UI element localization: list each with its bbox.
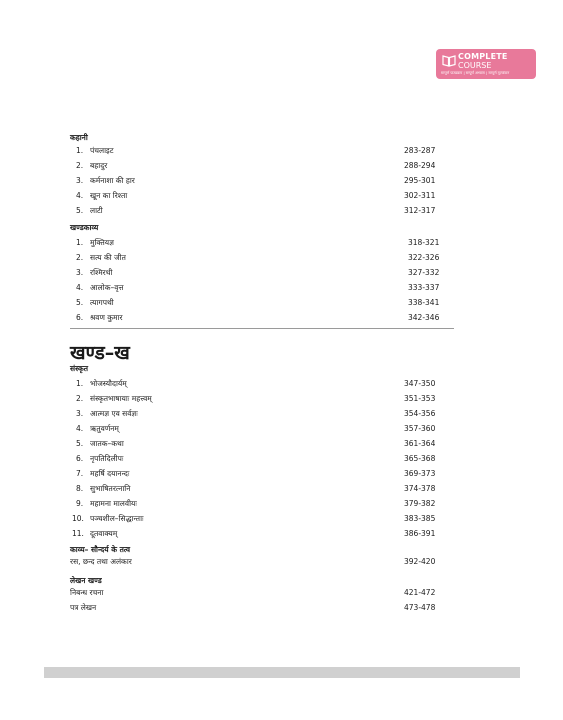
item-number: 1.: [76, 146, 84, 155]
item-title: संस्कृतभाषायाः महत्त्वम्: [90, 394, 152, 403]
item-pages: 295-301: [404, 176, 436, 185]
item-title: कर्मनाशा की हार: [90, 176, 135, 185]
logo-tagline: सम्पूर्ण पाठ्यक्रम | सम्पूर्ण अभ्यास | सम्पूर्ण मूल्यांकन: [441, 71, 510, 75]
toc-row[interactable]: [70, 555, 440, 569]
open-book-icon: [442, 54, 456, 67]
item-title: नृपतिदिलीपः: [90, 454, 124, 463]
item-title: लाटी: [90, 206, 103, 215]
item-number: 7.: [76, 469, 84, 478]
item-title: सुभाषितरत्नानि: [90, 484, 131, 493]
item-number: 2.: [76, 394, 84, 403]
toc-row[interactable]: [70, 482, 440, 496]
item-pages: 322-326: [408, 253, 440, 262]
item-number: 5.: [76, 298, 84, 307]
section-heading-kavya-saundarya: काव्य– सौन्दर्य के तत्व: [70, 545, 131, 554]
item-title: जातक–कथा: [90, 439, 124, 448]
item-pages: 302-311: [404, 191, 436, 200]
toc-row[interactable]: [70, 527, 440, 541]
toc-row[interactable]: [70, 437, 440, 451]
item-pages: 365-368: [404, 454, 436, 463]
item-pages: 354-356: [404, 409, 436, 418]
toc-row[interactable]: [70, 266, 440, 280]
item-pages: 347-350: [404, 379, 436, 388]
item-number: 3.: [76, 176, 84, 185]
item-title: महामना मालवीयः: [90, 499, 137, 508]
item-pages: 288-294: [404, 161, 436, 170]
item-title: भोजस्यौदार्यम्: [90, 379, 127, 388]
item-title: दूतवाक्यम्: [90, 529, 118, 538]
item-number: 10.: [72, 514, 84, 523]
item-number: 9.: [76, 499, 84, 508]
item-number: 8.: [76, 484, 84, 493]
item-title: पत्र लेखन: [70, 603, 97, 612]
item-number: 3.: [76, 409, 84, 418]
toc-row[interactable]: [70, 407, 440, 421]
item-title: पञ्चशील–सिद्धान्ताः: [90, 514, 144, 523]
item-number: 4.: [76, 191, 84, 200]
item-title: सत्य की जीत: [90, 253, 126, 262]
toc-row[interactable]: [70, 512, 440, 526]
item-number: 6.: [76, 313, 84, 322]
toc-row[interactable]: [70, 296, 440, 310]
item-number: 5.: [76, 206, 84, 215]
section-title-khand-kh: खण्ड–ख: [70, 342, 130, 364]
toc-row[interactable]: [70, 159, 440, 173]
item-pages: 386-391: [404, 529, 436, 538]
item-pages: 374-378: [404, 484, 436, 493]
item-title: आलोक–वृत्त: [90, 283, 124, 292]
footer-bar: [44, 667, 520, 678]
item-pages: 392-420: [404, 557, 436, 566]
toc-row[interactable]: [70, 377, 440, 391]
item-pages: 369-373: [404, 469, 436, 478]
item-title: त्यागपथी: [90, 298, 114, 307]
logo-line2: COURSE: [458, 61, 492, 70]
toc-row[interactable]: [70, 497, 440, 511]
toc-row[interactable]: [70, 174, 440, 188]
item-number: 6.: [76, 454, 84, 463]
item-title: आत्मज्ञ एव सर्वज्ञः: [90, 409, 138, 418]
toc-row[interactable]: [70, 586, 440, 600]
toc-row[interactable]: [70, 189, 440, 203]
item-pages: 473-478: [404, 603, 436, 612]
toc-row[interactable]: [70, 392, 440, 406]
item-pages: 342-346: [408, 313, 440, 322]
toc-row[interactable]: [70, 251, 440, 265]
item-pages: 361-364: [404, 439, 436, 448]
section-heading-lekhan: लेखन खण्ड: [70, 576, 102, 585]
logo-line1: COMPLETE: [458, 52, 508, 61]
section-heading-khandkavya: खण्डकाव्य: [70, 223, 99, 232]
item-number: 2.: [76, 161, 84, 170]
item-title: मुक्तियज्ञ: [90, 238, 114, 247]
item-pages: 333-337: [408, 283, 440, 292]
toc-row[interactable]: [70, 204, 440, 218]
item-title: रस, छन्द तथा अलंकार: [70, 557, 132, 566]
item-pages: 283-287: [404, 146, 436, 155]
item-number: 1.: [76, 379, 84, 388]
item-title: निबन्ध रचना: [70, 588, 104, 597]
item-title: रश्मिरथी: [90, 268, 113, 277]
item-title: श्रवण कुमार: [90, 313, 123, 322]
section-heading-sanskrit: संस्कृत: [70, 364, 89, 373]
toc-row[interactable]: [70, 467, 440, 481]
item-pages: 357-360: [404, 424, 436, 433]
item-pages: 421-472: [404, 588, 436, 597]
item-number: 4.: [76, 283, 84, 292]
toc-row[interactable]: [70, 452, 440, 466]
section-heading-kahani: कहानी: [70, 133, 88, 142]
item-title: महर्षि दयानन्दः: [90, 469, 130, 478]
item-number: 11.: [72, 529, 84, 538]
item-number: 3.: [76, 268, 84, 277]
section-divider: [70, 328, 454, 329]
item-pages: 312-317: [404, 206, 436, 215]
toc-row[interactable]: [70, 601, 440, 615]
item-title: ऋतुवर्णनम्: [90, 424, 119, 433]
item-pages: 383-385: [404, 514, 436, 523]
item-pages: 379-382: [404, 499, 436, 508]
item-pages: 338-341: [408, 298, 440, 307]
complete-course-logo: [436, 49, 536, 79]
toc-row[interactable]: [70, 236, 440, 250]
toc-row[interactable]: [70, 422, 440, 436]
item-number: 4.: [76, 424, 84, 433]
toc-row[interactable]: [70, 281, 440, 295]
item-title: खून का रिश्ता: [90, 191, 128, 200]
item-number: 5.: [76, 439, 84, 448]
item-title: पंचलाइट: [90, 146, 114, 155]
item-number: 2.: [76, 253, 84, 262]
item-title: बहादुर: [90, 161, 108, 170]
toc-row[interactable]: [70, 144, 440, 158]
item-pages: 327-332: [408, 268, 440, 277]
toc-row[interactable]: [70, 311, 440, 325]
item-number: 1.: [76, 238, 84, 247]
item-pages: 351-353: [404, 394, 436, 403]
item-pages: 318-321: [408, 238, 440, 247]
